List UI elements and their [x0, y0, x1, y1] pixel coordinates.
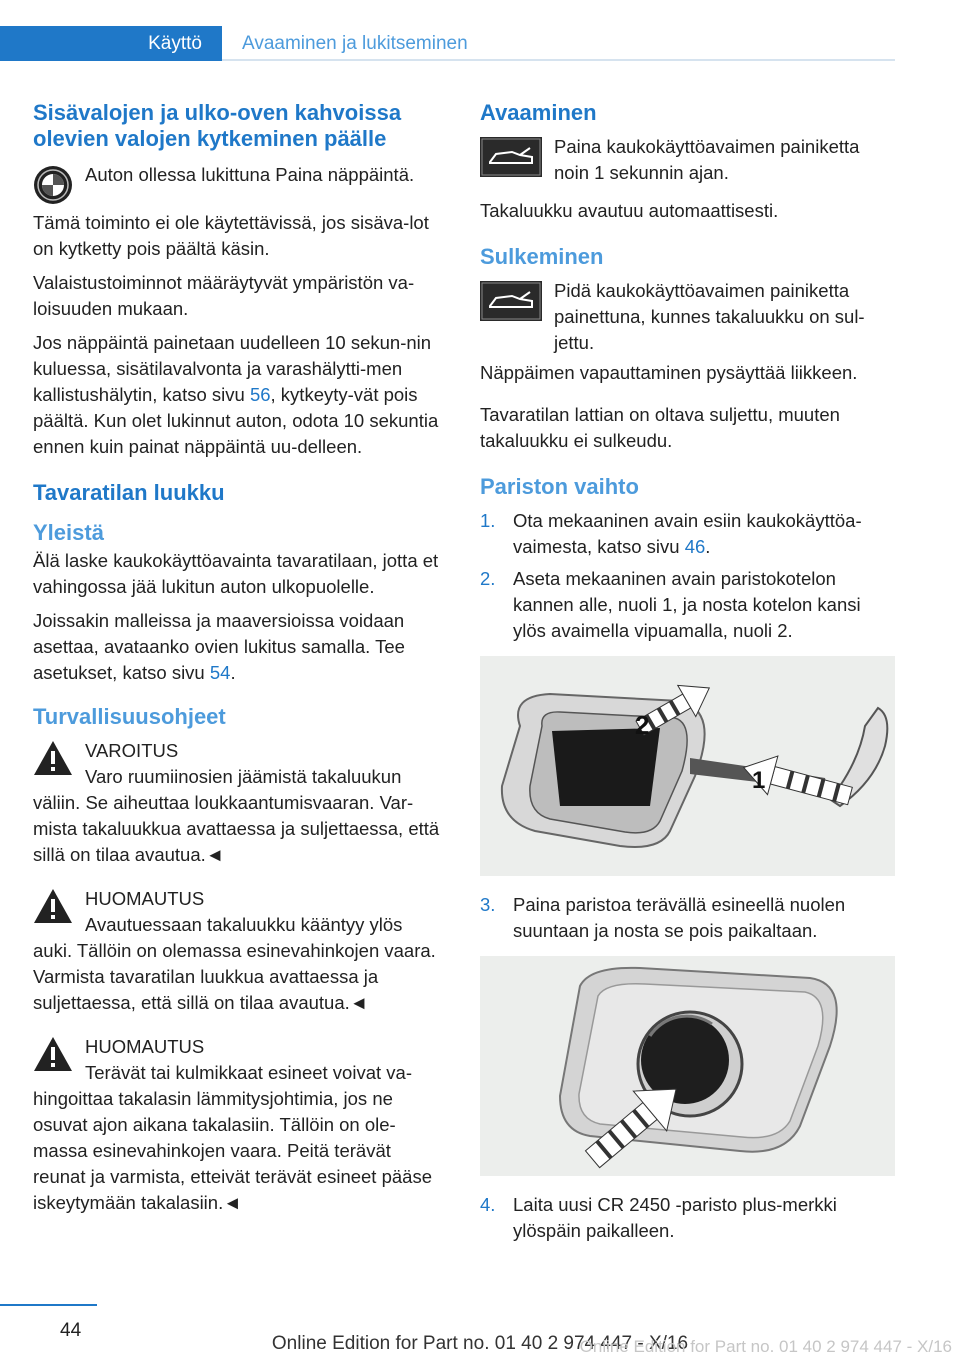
- chapter-tabs: [0, 26, 895, 61]
- opening-paragraph: Takaluukku avautuu automaattisesti.: [480, 200, 779, 221]
- general-heading: Yleistä: [33, 520, 104, 545]
- step-2-text: Aseta mekaaninen avain paristokotelon kannen alle, nuoli 1, ja nosta kotelon kansi ylös avaimella vipuamalla, nuoli 2.: [513, 568, 861, 641]
- tab-section[interactable]: Avaaminen ja lukitseminen: [242, 32, 468, 54]
- warning-label: VAROITUS: [85, 740, 179, 761]
- closing-paragraph-1: Näppäimen vapauttaminen pysäyttää liikkeen.: [480, 362, 858, 383]
- notice-block-1: [33, 886, 445, 1016]
- interior-icon-text: Auton ollessa lukittuna Paina näppäintä.: [85, 164, 415, 185]
- right-column: [480, 100, 892, 1250]
- trunk-lid-heading: Tavaratilan luukku: [33, 480, 225, 505]
- key-opening-illustration: [480, 656, 895, 876]
- opening-icon-text: Paina kaukokäyttöavaimen painiketta noin 1 sekunnin ajan.: [554, 136, 860, 183]
- notice-body: hingoittaa takalasin lämmitysjohtimia, jos ne osuvat ajon aikana takalasiin. Tällöin on ole-massa esinevahinkojen vaara. Peitä terävät reunat ja varmista, etteivät terävät esineet pääse iskeytymään takalasiin.◄: [33, 1088, 432, 1213]
- notice-block-2: [33, 1034, 445, 1216]
- interior-paragraph-1: Tämä toiminto ei ole käytettävissä, jos sisäva-lot on kytketty pois päältä käsin.: [33, 212, 429, 259]
- step-number: 2.: [480, 568, 496, 589]
- tab-kaytto[interactable]: Käyttö: [0, 26, 222, 61]
- step-number: 3.: [480, 894, 496, 915]
- left-column: [33, 100, 445, 1228]
- figure-label-1: 1: [752, 767, 766, 794]
- page-link-56[interactable]: 56: [249, 384, 271, 405]
- header-rule: [222, 59, 895, 61]
- bmw-logo-icon: [33, 165, 73, 212]
- battery-removal-illustration: [480, 956, 895, 1176]
- step-3-text: Paina paristoa terävällä esineellä nuolen suuntaan ja nosta se pois paikaltaan.: [513, 894, 846, 941]
- step-4-text: Laita uusi CR 2450 -paristo plus-merkki ylöspäin paikalleen.: [513, 1194, 837, 1241]
- step-1: [480, 508, 892, 560]
- step-1-text-end: .: [705, 536, 711, 557]
- footer: [0, 1333, 960, 1355]
- closing-instruction: [480, 278, 892, 356]
- step-number: 1.: [480, 510, 496, 531]
- notice-first-line: Terävät tai kulmikkaat esineet voivat va-: [85, 1062, 412, 1083]
- page-number: 44: [60, 1320, 82, 1341]
- warning-body: väliin. Se aiheuttaa loukkaantumisvaaran. Var-mista takaluukkua avattaessa ja suljettaessa, että sillä on tilaa avautua.◄: [33, 792, 440, 865]
- notice-first-line: Avautuessaan takaluukku kääntyy ylös: [85, 914, 403, 935]
- warning-block: [33, 738, 445, 868]
- trunk-button-icon: [480, 281, 542, 328]
- key-figure-1: [480, 656, 895, 876]
- battery-steps-final: [480, 1192, 892, 1244]
- edition-text: Online Edition for Part no. 01 40 2 974 447 - X/16: [271, 1333, 689, 1354]
- watermark-text: Online Edition for Part no. 01 40 2 974 447 - X/16: [579, 1337, 952, 1356]
- page-link-46[interactable]: 46: [684, 536, 706, 557]
- general-p2-text-b: .: [230, 662, 236, 683]
- step-number: 4.: [480, 1194, 496, 1215]
- warning-first-line: Varo ruumiinosien jäämistä takaluukun: [85, 766, 402, 787]
- warning-triangle-icon: [33, 1036, 73, 1079]
- interior-lights-heading: Sisävalojen ja ulko-oven kahvoissa olevien valojen kytkeminen päälle: [33, 100, 402, 151]
- battery-heading: Pariston vaihto: [480, 474, 639, 499]
- closing-icon-text: Pidä kaukokäyttöavaimen painiketta painettuna, kunnes takaluukku on sul-jettu.: [554, 280, 865, 353]
- battery-steps-continued: [480, 892, 892, 944]
- notice-body: auki. Tällöin on olemassa esinevahinkojen vaara. Varmista tavaratilan luukkua avattaessa ja suljettaessa, että sillä on tilaa avautua.◄: [33, 940, 436, 1013]
- interior-lights-instruction: [33, 162, 445, 202]
- notice-label: HUOMAUTUS: [85, 888, 205, 909]
- opening-heading: Avaaminen: [480, 100, 597, 125]
- opening-instruction: [480, 134, 892, 186]
- interior-paragraph-2: Valaistustoiminnot määräytyvät ympäristön va-loisuuden mukaan.: [33, 272, 415, 319]
- step-2: [480, 566, 892, 644]
- general-p2-text-a: Joissakin malleissa ja maaversioissa voidaan asettaa, avataanko ovien lukitus samalla. Tee asetukset, katso sivu: [33, 610, 405, 683]
- step-3: [480, 892, 892, 944]
- trunk-button-icon: [480, 137, 542, 184]
- step-4: [480, 1192, 892, 1244]
- closing-heading: Sulkeminen: [480, 244, 604, 269]
- interior-p3-text-a: Jos näppäintä painetaan uudelleen 10 sekun-nin kuluessa, sisätilavalvonta ja varashälytti-men kallistushälytin, katso sivu: [33, 332, 432, 405]
- notice-label: HUOMAUTUS: [85, 1036, 205, 1057]
- warning-triangle-icon: [33, 740, 73, 783]
- page-link-54[interactable]: 54: [209, 662, 231, 683]
- closing-paragraph-2: Tavaratilan lattian on oltava suljettu, muuten takaluukku ei sulkeudu.: [480, 404, 840, 451]
- battery-steps: [480, 508, 892, 644]
- interior-p3-text-b: , kytkeyty-vät pois päältä. Kun olet lukinnut auton, odota 10 sekuntia ennen kuin painat näppäintä uu-delleen.: [33, 384, 439, 457]
- footer-rule: [0, 1304, 97, 1306]
- general-paragraph-1: Älä laske kaukokäyttöavainta tavaratilaan, jotta et vahingossa jää lukitun auton ulkopuolelle.: [33, 550, 439, 597]
- safety-heading: Turvallisuusohjeet: [33, 704, 226, 729]
- general-paragraph-2: [33, 608, 445, 686]
- key-figure-2: [480, 956, 895, 1176]
- warning-triangle-icon: [33, 888, 73, 931]
- step-1-text: Ota mekaaninen avain esiin kaukokäyttöa-vaimesta, katso sivu: [513, 510, 862, 557]
- interior-paragraph-3: [33, 330, 445, 460]
- figure-label-2: 2: [635, 710, 650, 740]
